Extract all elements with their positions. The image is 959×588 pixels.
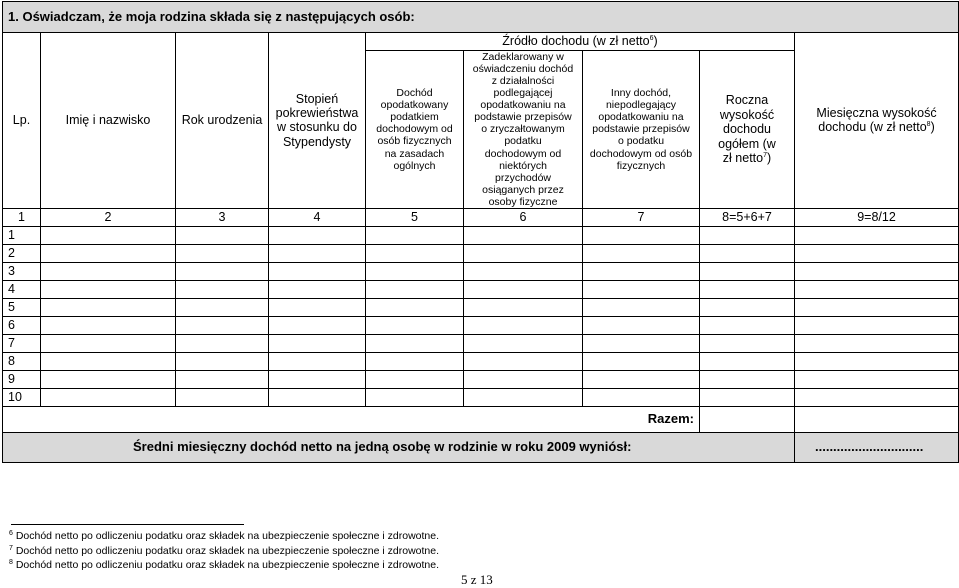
monthly-income-cell[interactable] bbox=[795, 370, 959, 388]
general-income-cell[interactable] bbox=[366, 244, 464, 262]
header-kinship: Stopień pokrewieństwa w stosunku do Stypendysty bbox=[269, 33, 366, 209]
row-number: 1 bbox=[3, 226, 41, 244]
lump-sum-income-cell[interactable] bbox=[464, 298, 583, 316]
monthly-income-cell[interactable] bbox=[795, 280, 959, 298]
other-income-cell[interactable] bbox=[583, 226, 700, 244]
column-number: 2 bbox=[41, 208, 176, 226]
footnote-separator bbox=[11, 524, 244, 525]
name-cell[interactable] bbox=[41, 370, 176, 388]
total-annual-cell[interactable] bbox=[700, 406, 795, 432]
lump-sum-income-cell[interactable] bbox=[464, 334, 583, 352]
annual-income-cell[interactable] bbox=[700, 316, 795, 334]
average-row bbox=[3, 432, 959, 462]
footnote-8: $^8$ Dochód netto po odliczeniu podatku oraz składek na ubezpieczenie społeczne i zdrowotne. bbox=[9, 559, 440, 571]
footnote-6: $^6$ Dochód netto po odliczeniu podatku oraz składek na ubezpieczenie społeczne i zdrowotne. bbox=[9, 530, 440, 542]
birth-year-cell[interactable] bbox=[176, 262, 269, 280]
general-income-cell[interactable] bbox=[366, 388, 464, 406]
total-label: Razem: bbox=[3, 406, 700, 432]
table-row bbox=[3, 244, 959, 262]
row-number: 10 bbox=[3, 388, 41, 406]
average-income-value[interactable]: .............................. bbox=[795, 432, 959, 462]
row-number: 4 bbox=[3, 280, 41, 298]
kinship-cell[interactable] bbox=[269, 316, 366, 334]
section-title: 1. Oświadczam, że moja rodzina składa się z następujących osób: bbox=[3, 2, 959, 33]
kinship-cell[interactable] bbox=[269, 298, 366, 316]
general-income-cell[interactable] bbox=[366, 262, 464, 280]
column-number: 4 bbox=[269, 208, 366, 226]
row-number: 7 bbox=[3, 334, 41, 352]
name-cell[interactable] bbox=[41, 226, 176, 244]
birth-year-cell[interactable] bbox=[176, 280, 269, 298]
family-income-table bbox=[2, 1, 959, 463]
monthly-income-cell[interactable] bbox=[795, 298, 959, 316]
lump-sum-income-cell[interactable] bbox=[464, 244, 583, 262]
birth-year-cell[interactable] bbox=[176, 298, 269, 316]
other-income-cell[interactable] bbox=[583, 316, 700, 334]
name-cell[interactable] bbox=[41, 388, 176, 406]
annual-income-cell[interactable] bbox=[700, 226, 795, 244]
column-number: 1 bbox=[3, 208, 41, 226]
general-income-cell[interactable] bbox=[366, 298, 464, 316]
annual-income-cell[interactable] bbox=[700, 244, 795, 262]
name-cell[interactable] bbox=[41, 280, 176, 298]
monthly-income-cell[interactable] bbox=[795, 316, 959, 334]
header-general-income: Dochód opodatkowany podatkiem dochodowym od osób fizycznych na zasadach ogólnych bbox=[366, 51, 464, 209]
header-income-source: Źródło dochodu (w zł netto$^6$) bbox=[366, 33, 795, 51]
birth-year-cell[interactable] bbox=[176, 334, 269, 352]
header-name: Imię i nazwisko bbox=[41, 33, 176, 209]
monthly-income-cell[interactable] bbox=[795, 352, 959, 370]
other-income-cell[interactable] bbox=[583, 370, 700, 388]
header-lump-sum-income: Zadeklarowany w oświadczeniu dochód z działalności podlegającej opodatkowaniu na podstawie przepisów o zryczałtowanym podatku dochodowym od niektórych przychodów osiąganych przez osoby fizyczne bbox=[464, 51, 583, 209]
annual-income-cell[interactable] bbox=[700, 298, 795, 316]
total-row bbox=[3, 406, 959, 432]
general-income-cell[interactable] bbox=[366, 352, 464, 370]
monthly-income-cell[interactable] bbox=[795, 226, 959, 244]
lump-sum-income-cell[interactable] bbox=[464, 388, 583, 406]
name-cell[interactable] bbox=[41, 262, 176, 280]
annual-income-cell[interactable] bbox=[700, 262, 795, 280]
header-lp: Lp. bbox=[3, 33, 41, 209]
row-number: 9 bbox=[3, 370, 41, 388]
general-income-cell[interactable] bbox=[366, 226, 464, 244]
kinship-cell[interactable] bbox=[269, 280, 366, 298]
name-cell[interactable] bbox=[41, 334, 176, 352]
header-monthly-income: Miesięczna wysokość dochodu (w zł netto$^8$) bbox=[795, 33, 959, 209]
table-row bbox=[3, 262, 959, 280]
lump-sum-income-cell[interactable] bbox=[464, 352, 583, 370]
lump-sum-income-cell[interactable] bbox=[464, 316, 583, 334]
column-number: 7 bbox=[583, 208, 700, 226]
monthly-income-cell[interactable] bbox=[795, 244, 959, 262]
column-number: 9=8/12 bbox=[795, 208, 959, 226]
other-income-cell[interactable] bbox=[583, 352, 700, 370]
kinship-cell[interactable] bbox=[269, 334, 366, 352]
lump-sum-income-cell[interactable] bbox=[464, 370, 583, 388]
column-number-row bbox=[3, 208, 959, 226]
birth-year-cell[interactable] bbox=[176, 352, 269, 370]
annual-income-cell[interactable] bbox=[700, 388, 795, 406]
monthly-income-cell[interactable] bbox=[795, 388, 959, 406]
general-income-cell[interactable] bbox=[366, 280, 464, 298]
column-number: 3 bbox=[176, 208, 269, 226]
table-row bbox=[3, 334, 959, 352]
annual-income-cell[interactable] bbox=[700, 370, 795, 388]
birth-year-cell[interactable] bbox=[176, 226, 269, 244]
kinship-cell[interactable] bbox=[269, 226, 366, 244]
kinship-cell[interactable] bbox=[269, 388, 366, 406]
table-row bbox=[3, 316, 959, 334]
general-income-cell[interactable] bbox=[366, 370, 464, 388]
annual-income-cell[interactable] bbox=[700, 280, 795, 298]
table-row bbox=[3, 388, 959, 406]
monthly-income-cell[interactable] bbox=[795, 262, 959, 280]
birth-year-cell[interactable] bbox=[176, 244, 269, 262]
row-number: 8 bbox=[3, 352, 41, 370]
table-row bbox=[3, 226, 959, 244]
general-income-cell[interactable] bbox=[366, 316, 464, 334]
lump-sum-income-cell[interactable] bbox=[464, 280, 583, 298]
other-income-cell[interactable] bbox=[583, 262, 700, 280]
other-income-cell[interactable] bbox=[583, 280, 700, 298]
column-number: 5 bbox=[366, 208, 464, 226]
name-cell[interactable] bbox=[41, 298, 176, 316]
kinship-cell[interactable] bbox=[269, 262, 366, 280]
table-row bbox=[3, 280, 959, 298]
row-number: 5 bbox=[3, 298, 41, 316]
birth-year-cell[interactable] bbox=[176, 388, 269, 406]
kinship-cell[interactable] bbox=[269, 352, 366, 370]
lump-sum-income-cell[interactable] bbox=[464, 262, 583, 280]
monthly-income-cell[interactable] bbox=[795, 334, 959, 352]
kinship-cell[interactable] bbox=[269, 244, 366, 262]
row-number: 2 bbox=[3, 244, 41, 262]
page-number: 5 z 13 bbox=[461, 572, 493, 587]
lump-sum-income-cell[interactable] bbox=[464, 226, 583, 244]
column-number: 8=5+6+7 bbox=[700, 208, 795, 226]
row-number: 3 bbox=[3, 262, 41, 280]
birth-year-cell[interactable] bbox=[176, 370, 269, 388]
total-monthly-cell[interactable] bbox=[795, 406, 959, 432]
average-income-label: Średni miesięczny dochód netto na jedną osobę w rodzinie w roku 2009 wyniósł: bbox=[3, 432, 795, 462]
name-cell[interactable] bbox=[41, 316, 176, 334]
header-other-income: Inny dochód, niepodlegający opodatkowaniu na podstawie przepisów o podatku dochodowym od osób fizycznych bbox=[583, 51, 700, 209]
annual-income-cell[interactable] bbox=[700, 352, 795, 370]
other-income-cell[interactable] bbox=[583, 334, 700, 352]
name-cell[interactable] bbox=[41, 244, 176, 262]
other-income-cell[interactable] bbox=[583, 298, 700, 316]
other-income-cell[interactable] bbox=[583, 244, 700, 262]
general-income-cell[interactable] bbox=[366, 334, 464, 352]
kinship-cell[interactable] bbox=[269, 370, 366, 388]
table-row bbox=[3, 298, 959, 316]
header-birth-year: Rok urodzenia bbox=[176, 33, 269, 209]
table-row bbox=[3, 352, 959, 370]
other-income-cell[interactable] bbox=[583, 388, 700, 406]
table-row bbox=[3, 370, 959, 388]
header-annual-income: Roczna wysokość dochodu ogółem (w zł netto$^7$) bbox=[700, 51, 795, 209]
footnote-7: $^7$ Dochód netto po odliczeniu podatku oraz składek na ubezpieczenie społeczne i zdrowotne. bbox=[9, 545, 440, 557]
column-number: 6 bbox=[464, 208, 583, 226]
name-cell[interactable] bbox=[41, 352, 176, 370]
annual-income-cell[interactable] bbox=[700, 334, 795, 352]
row-number: 6 bbox=[3, 316, 41, 334]
birth-year-cell[interactable] bbox=[176, 316, 269, 334]
